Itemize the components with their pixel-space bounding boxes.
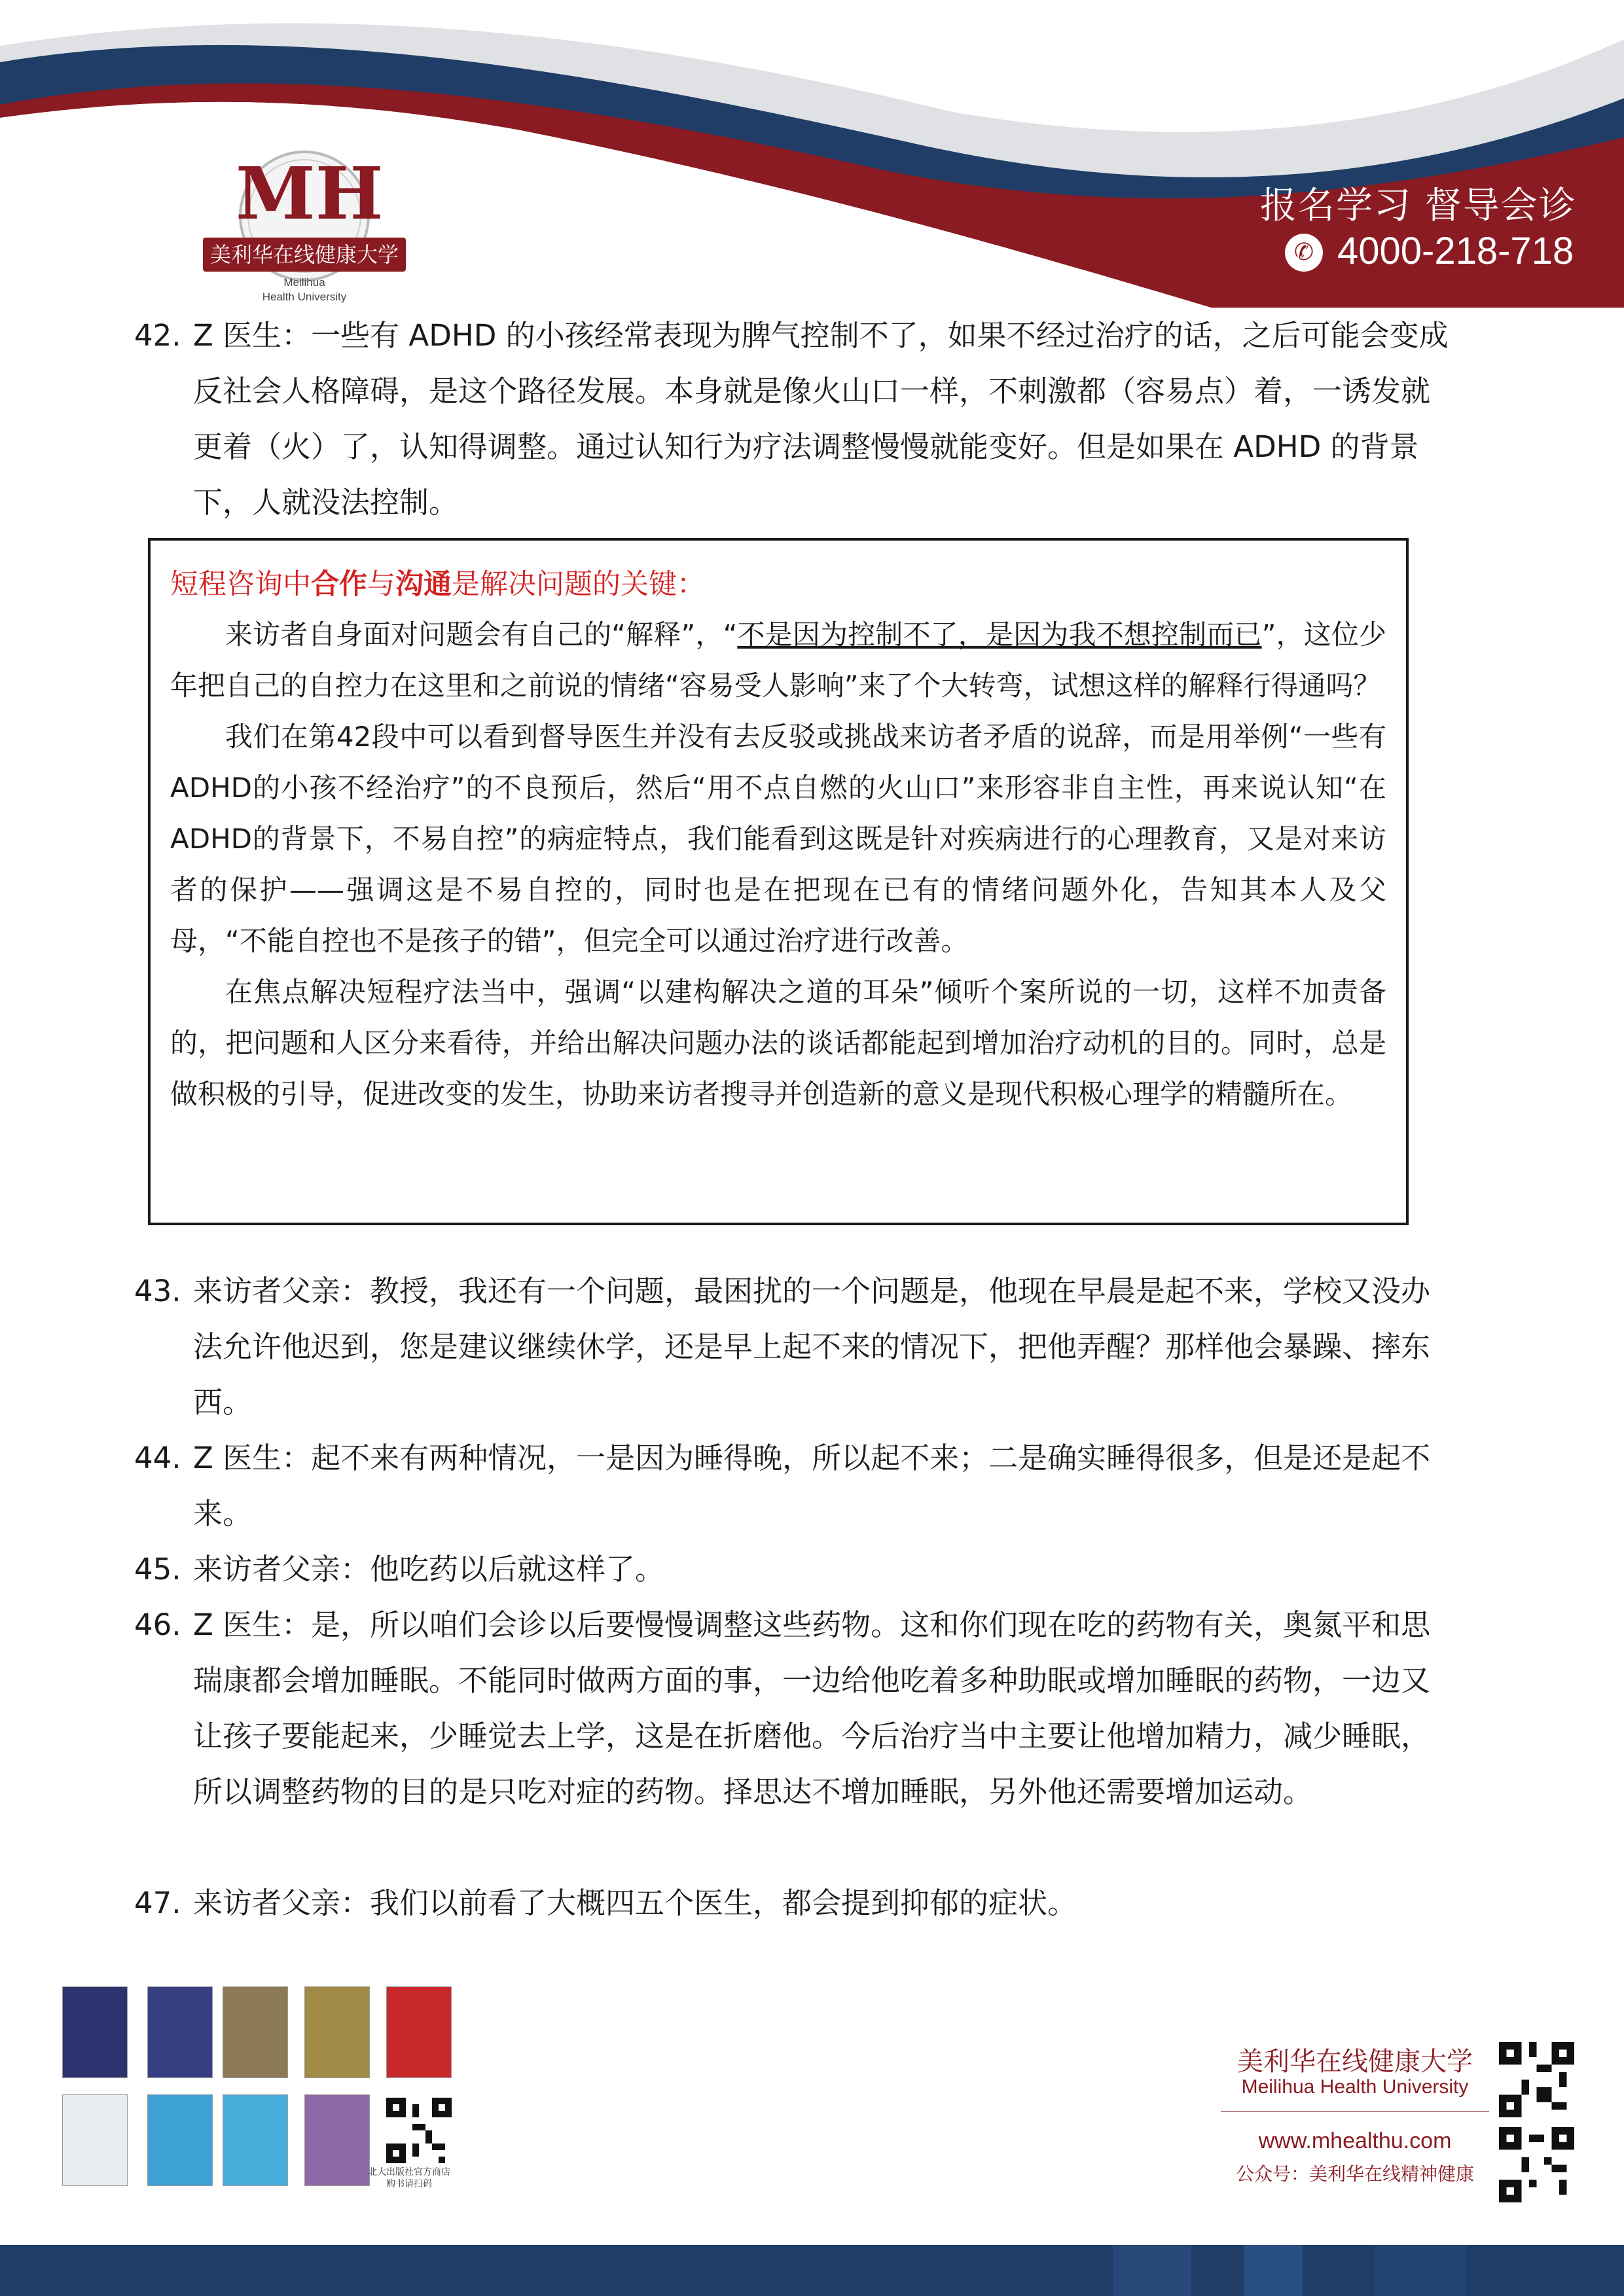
footer-brand-name: 美利华在线健康大学 bbox=[1237, 2047, 1473, 2077]
dialogue-number: 42. bbox=[134, 318, 181, 353]
book-cover[interactable] bbox=[147, 1986, 213, 2078]
commentary-box bbox=[148, 538, 1409, 1225]
dialogue-text: 来访者父亲：他吃药以后就这样了。 bbox=[193, 1552, 665, 1587]
book-cover[interactable] bbox=[304, 1986, 370, 2078]
books-caption-line2: 购书请扫码 bbox=[386, 2179, 432, 2189]
commentary-text: 来访者自身面对问题会有自己的“解释”，“ bbox=[225, 619, 738, 651]
wechat-qr-code-icon[interactable] bbox=[1499, 2127, 1574, 2202]
logo-ribbon: 美利华在线健康大学 bbox=[203, 238, 406, 272]
dialogue-number: 45. bbox=[134, 1552, 181, 1587]
dialogue-text: Z 医生：是，所以咱们会诊以后要慢慢调整这些药物。这和你们现在吃的药物有关，奥氮平和思瑞康都会增加睡眠。不能同时做两方面的事，一边给他吃着多种助眠或增加睡眠的药物，一边又让孩子要能起来，少睡觉去上学，这是在折磨他。今后治疗当中主要让他增加精力，减少睡眠，所以调整药物的目的是只吃对症的药物。择思达不增加睡眠，另外他还需要增加运动。 bbox=[193, 1607, 1431, 1809]
dialogue-item-46 bbox=[134, 1597, 1453, 1820]
dialogue-item-43 bbox=[134, 1263, 1453, 1430]
commentary-title-bold: 合作 bbox=[311, 568, 367, 601]
book-cover[interactable] bbox=[62, 2094, 128, 2186]
dialogue-item-44 bbox=[134, 1430, 1453, 1541]
dialogue-text: Z 医生：起不来有两种情况，一是因为睡得晚，所以起不来；二是确实睡得很多，但是还是起不来。 bbox=[193, 1441, 1431, 1531]
commentary-paragraph-2: 我们在第42段中可以看到督导医生并没有去反驳或挑战来访者矛盾的说辞，而是用举例“一些有ADHD的小孩不经治疗”的不良预后，然后“用不点自燃的火山口”来形容非自主性，再来说认知“在ADHD的背景下，不易自控”的病症特点，我们能看到这既是针对疾病进行的心理教育，又是对来访者的保护——强调这是不易自控的，同时也是在把现在已有的情绪问题外化，告知其本人及父母，“不能自控也不是孩子的错”，但完全可以通过治疗进行改善。 bbox=[170, 721, 1386, 957]
commentary-title-part: 短程咨询中 bbox=[170, 568, 311, 601]
brand-logo bbox=[196, 147, 412, 311]
books-caption bbox=[363, 2166, 455, 2190]
footer-website-link[interactable]: www.mhealthu.com bbox=[1258, 2128, 1452, 2153]
commentary-title-part: 是解决问题的关键： bbox=[452, 568, 705, 601]
commentary-title bbox=[170, 560, 1386, 609]
logo-subtitle-line1: Meilihua bbox=[283, 276, 325, 289]
footer-wechat-account: 公众号：美利华在线精神健康 bbox=[1235, 2163, 1474, 2185]
commentary-paragraph-1 bbox=[170, 609, 1386, 711]
book-cover[interactable] bbox=[147, 2094, 213, 2186]
footer-band bbox=[0, 2245, 1624, 2296]
dialogue-number: 44. bbox=[134, 1441, 181, 1475]
dialogue-text: 来访者父亲：我们以前看了大概四五个医生，都会提到抑郁的症状。 bbox=[193, 1886, 1077, 1920]
dialogue-text: Z 医生：一些有 ADHD 的小孩经常表现为脾气控制不了，如果不经过治疗的话，之后可能会变成反社会人格障碍，是这个路径发展。本身就是像火山口一样，不刺激都（容易点）着，一诱发就更着（火）了，认知得调整。通过认知行为疗法调整慢慢就能变好。但是如果在 ADHD 的背景下，人就没法控制。 bbox=[193, 318, 1449, 520]
commentary-text: ”，这位少年把自己的自控力在这里和之前说的情绪“容易受人影响”来了个大转弯，试想这样的解释行得通吗？ bbox=[170, 619, 1386, 702]
books-caption-line1: 北大出版社官方商店 bbox=[368, 2167, 450, 2178]
logo-subtitle bbox=[236, 276, 373, 304]
dialogue-number: 46. bbox=[134, 1607, 181, 1642]
phone-icon: ✆ bbox=[1285, 234, 1323, 272]
book-cover[interactable] bbox=[223, 1986, 288, 2078]
dialogue-number: 47. bbox=[134, 1886, 181, 1920]
commentary-underlined-quote: 不是因为控制不了，是因为我不想控制而已 bbox=[737, 619, 1262, 651]
book-covers bbox=[62, 1986, 468, 2196]
logo-mark: MH bbox=[236, 151, 384, 236]
footer-divider bbox=[1221, 2111, 1489, 2112]
books-qr-code-icon[interactable] bbox=[386, 2098, 452, 2163]
book-cover[interactable] bbox=[386, 1986, 452, 2078]
book-cover[interactable] bbox=[62, 1986, 128, 2078]
footer-brand-english: Meilihua Health University bbox=[1241, 2076, 1469, 2098]
commentary-title-part: 与 bbox=[367, 568, 395, 601]
website-qr-code-icon[interactable] bbox=[1499, 2042, 1574, 2117]
header-phone-number: 4000-218-718 bbox=[1337, 230, 1574, 272]
commentary-title-bold: 沟通 bbox=[395, 568, 452, 601]
commentary-paragraph-3: 在焦点解决短程疗法当中，强调“以建构解决之道的耳朵”倾听个案所说的一切，这样不加责备的，把问题和人区分来看待，并给出解决问题办法的谈话都能起到增加治疗动机的目的。同时，总是做积极的引导，促进改变的发生，协助来访者搜寻并创造新的意义是现代积极心理学的精髓所在。 bbox=[170, 976, 1386, 1110]
book-cover[interactable] bbox=[223, 2094, 288, 2186]
dialogue-text: 来访者父亲：教授，我还有一个问题，最困扰的一个问题是，他现在早晨是起不来，学校又没办法允许他迟到，您是建议继续休学，还是早上起不来的情况下，把他弄醒？那样他会暴躁、摔东西。 bbox=[193, 1274, 1431, 1420]
dialogue-item-47 bbox=[134, 1875, 1453, 1931]
header-slogan: 报名学习 督导会诊 bbox=[1260, 185, 1577, 227]
dialogue-item-45 bbox=[134, 1541, 1453, 1597]
book-cover[interactable] bbox=[304, 2094, 370, 2186]
logo-subtitle-line2: Health University bbox=[262, 291, 347, 303]
dialogue-item-42 bbox=[134, 308, 1453, 530]
dialogue-number: 43. bbox=[134, 1274, 181, 1308]
